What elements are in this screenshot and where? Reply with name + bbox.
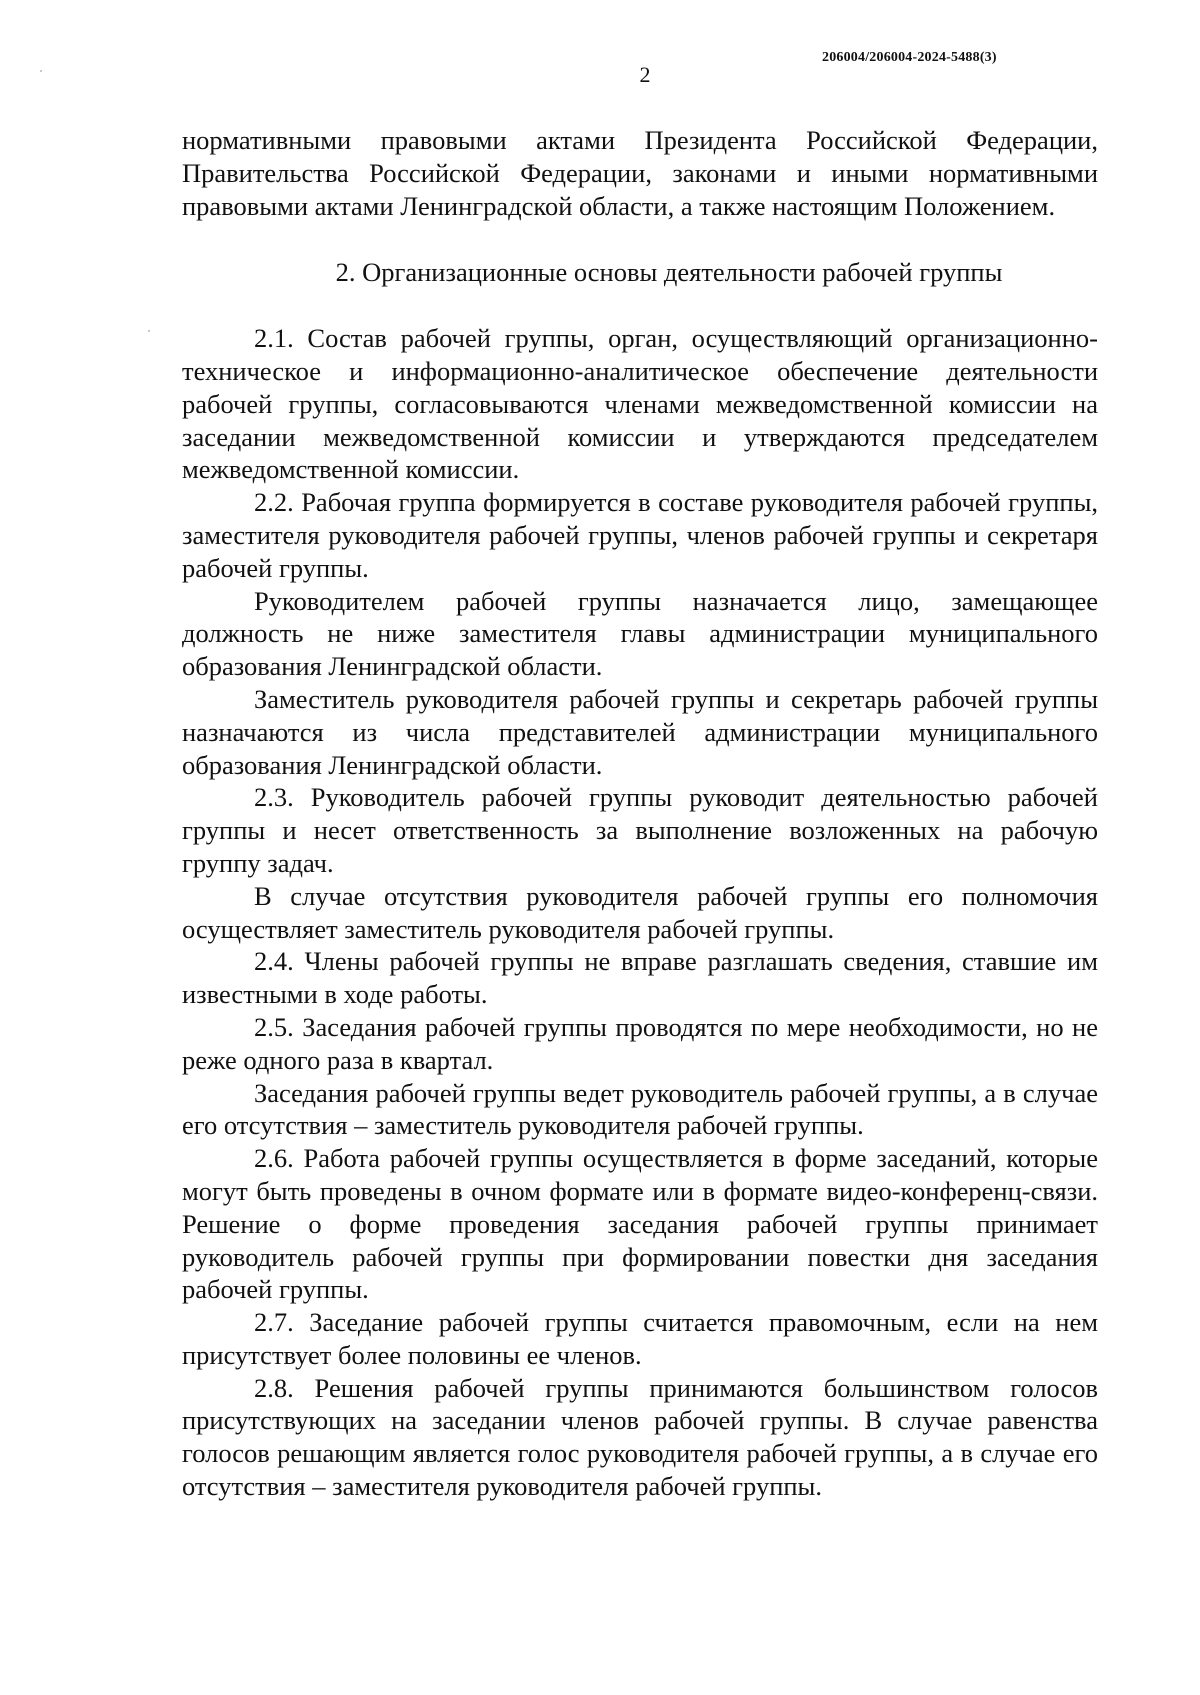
paragraph-2-4: 2.4. Члены рабочей группы не вправе разглашать сведения, ставшие им известными в ходе работы. — [182, 946, 1098, 1010]
paragraph-continuation: нормативными правовыми актами Президента Российской Федерации, Правительства Российской Федерации, законами и иными нормативными правовыми актами Ленинградской области, а также настоящим Положением. — [182, 125, 1098, 221]
paragraph-2-7: 2.7. Заседание рабочей группы считается правомочным, если на нем присутствует более половины ее членов. — [182, 1307, 1098, 1370]
paragraph-head-appointment: Руководителем рабочей группы назначается лицо, замещающее должность не ниже заместителя главы администрации муниципального образования Ленинградской области. — [182, 585, 1098, 682]
section-heading: 2. Организационные основы деятельности рабочей группы — [335, 257, 1003, 288]
paragraph-2-6: 2.6. Работа рабочей группы осуществляется в форме заседаний, которые могут быть проведены в очном формате или в формате видео-конференц-связи. Решение о форме проведения заседания рабочей группы принимает руководитель рабочей группы при формировании повестки дня заседания рабочей группы. — [182, 1143, 1098, 1305]
paragraph-2-3: 2.3. Руководитель рабочей группы руководит деятельностью рабочей группы и несет ответственность за выполнение возложенных на рабочую группу задач. — [182, 782, 1098, 878]
scan-artifact-dot — [148, 330, 150, 332]
paragraph-absence-powers: В случае отсутствия руководителя рабочей группы его полномочия осуществляет заместитель руководителя рабочей группы. — [182, 880, 1098, 944]
paragraph-2-5: 2.5. Заседания рабочей группы проводятся по мере необходимости, но не реже одного раза в квартал. — [182, 1011, 1098, 1075]
paragraph-2-8: 2.8. Решения рабочей группы принимаются большинством голосов присутствующих на заседании членов рабочей группы. В случае равенства голосов решающим является голос руководителя рабочей группы, а в случае его отсутствия – заместителя руководителя рабочей группы. — [182, 1372, 1098, 1502]
document-registration-number: 206004/206004-2024-5488(3) — [822, 50, 997, 65]
scan-artifact-dot — [40, 70, 42, 72]
paragraph-meetings-chair: Заседания рабочей группы ведет руководитель рабочей группы, а в случае его отсутствия – заместитель руководителя рабочей группы. — [182, 1077, 1098, 1141]
page-number: 2 — [639, 62, 651, 87]
paragraph-2-1: 2.1. Состав рабочей группы, орган, осуществляющий организационно-техническое и информационно-аналитическое обеспечение деятельности рабочей группы, согласовываются членами межведомственной комиссии на заседании межведомственной комиссии и утверждаются председателем межведомственной комиссии. — [182, 323, 1098, 485]
paragraph-2-2: 2.2. Рабочая группа формируется в составе руководителя рабочей группы, заместителя руководителя рабочей группы, членов рабочей группы и секретаря рабочей группы. — [182, 487, 1098, 583]
document-body — [182, 124, 1098, 1503]
paragraph-deputy-secretary: Заместитель руководителя рабочей группы и секретарь рабочей группы назначаются из числа представителей администрации муниципального образования Ленинградской области. — [182, 683, 1098, 780]
